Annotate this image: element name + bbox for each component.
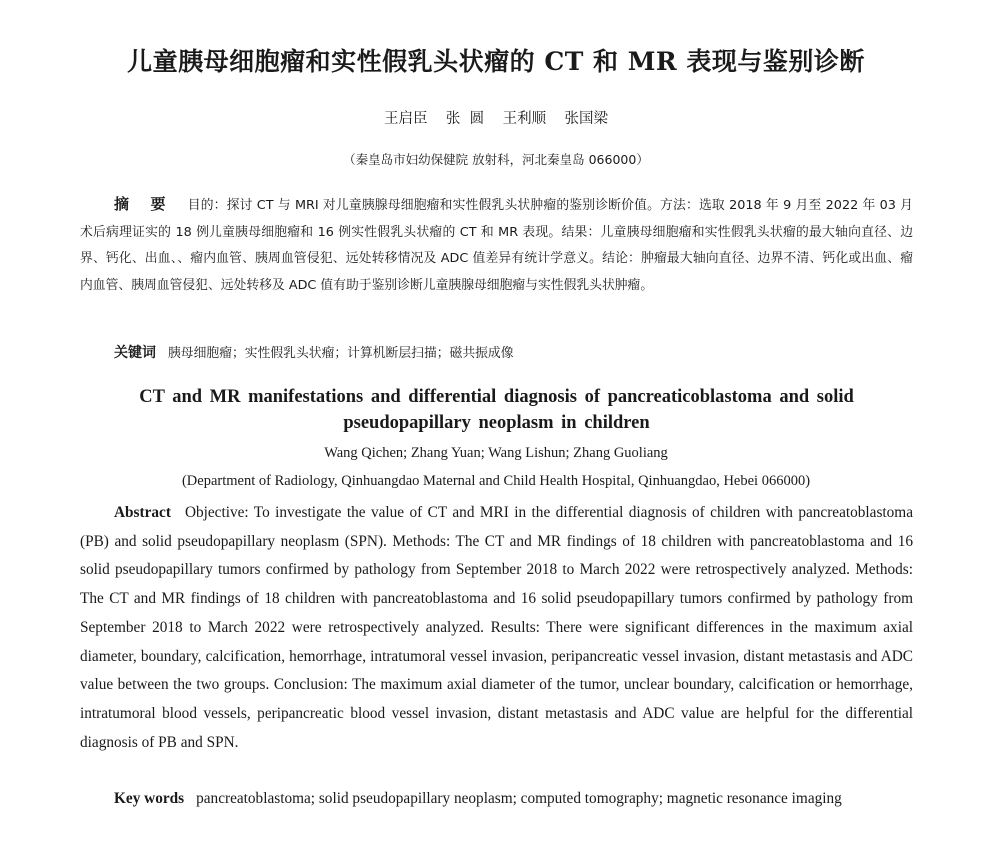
chinese-abstract-text: 目的：探讨 CT 与 MRI 对儿童胰腺母细胞瘤和实性假乳头状肿瘤的鉴别诊断价值。方法：选取 2018 年 9 月至 2022 年 03 月术后病理证实的 18 例儿童胰母细胞瘤和 16 例实性假乳头状瘤的 CT 和 MR 表现。结果：儿童胰母细胞瘤和实性假乳头状瘤的最大轴向直径、边界、钙化、出血、、瘤内血管、胰周血管侵犯、远处转移情况及 ADC 值差异有统计学意义。结论：肿瘤最大轴向直径、边界不清、钙化或出血、瘤内血管、胰周血管侵犯、远处转移及 ADC 值有助于鉴别诊断儿童胰腺母细胞瘤与实性假乳头状肿瘤。 (80, 198, 913, 293)
english-abstract (80, 499, 913, 757)
chinese-keywords (114, 342, 914, 362)
chinese-keywords-label: 关键词 (114, 345, 156, 361)
english-abstract-text: Objective: To investigate the value of CT and MRI in the differential diagnosis of children with pancreatoblastoma (PB) and solid pseudopapillary neoplasm (SPN). Methods: The CT and MR findings of 18 children with pancreatoblastoma and 16 solid pseudopapillary tumors confirmed by pathology from September 2018 to March 2022 were retrospectively analyzed. Methods: The CT and MR findings of 18 children with pancreatoblastoma and 16 solid pseudopapillary tumors confirmed by pathology from September 2018 to March 2022 were retrospectively analyzed. Results: There were significant differences in the maximum axial diameter, boundary, calcification, hemorrhage, intratumoral vessel invasion, peripancreatic vessel invasion, distant metastasis and ADC value between the two groups. Conclusion: The maximum axial diameter of the tumor, unclear boundary, calcification or hemorrhage, intratumoral blood vessels, peripancreatic blood vessel invasion, distant metastasis and ADC value are helpful for the differential diagnosis of PB and SPN. (80, 504, 913, 751)
chinese-title: 儿童胰母细胞瘤和实性假乳头状瘤的 CT 和 MR 表现与鉴别诊断 (127, 47, 865, 76)
english-keywords (114, 790, 944, 808)
chinese-affiliation: （秦皇岛市妇幼保健院 放射科，河北秦皇岛 066000） (343, 152, 649, 167)
english-affiliation: (Department of Radiology, Qinhuangdao Maternal and Child Health Hospital, Qinhuangdao, Hebei 066000) (181, 473, 811, 489)
chinese-authors: 王启臣 张 圆 王利顺 张国梁 (383, 111, 609, 127)
english-keywords-label: Key words (114, 790, 185, 807)
chinese-abstract (80, 191, 913, 299)
chinese-abstract-label: 摘 要 (114, 195, 174, 213)
english-keywords-text: pancreatoblastoma; solid pseudopapillary neoplasm; computed tomography; magnetic resonance imaging (196, 790, 842, 807)
chinese-keywords-text: 胰母细胞瘤；实性假乳头状瘤；计算机断层扫描；磁共振成像 (168, 346, 514, 361)
english-title: CT and MR manifestations and differential diagnosis of pancreaticoblastoma and solid pseudopapillary neoplasm in children (139, 387, 854, 433)
english-authors: Wang Qichen; Zhang Yuan; Wang Lishun; Zhang Guoliang (324, 445, 668, 461)
english-abstract-label: Abstract (114, 504, 171, 521)
